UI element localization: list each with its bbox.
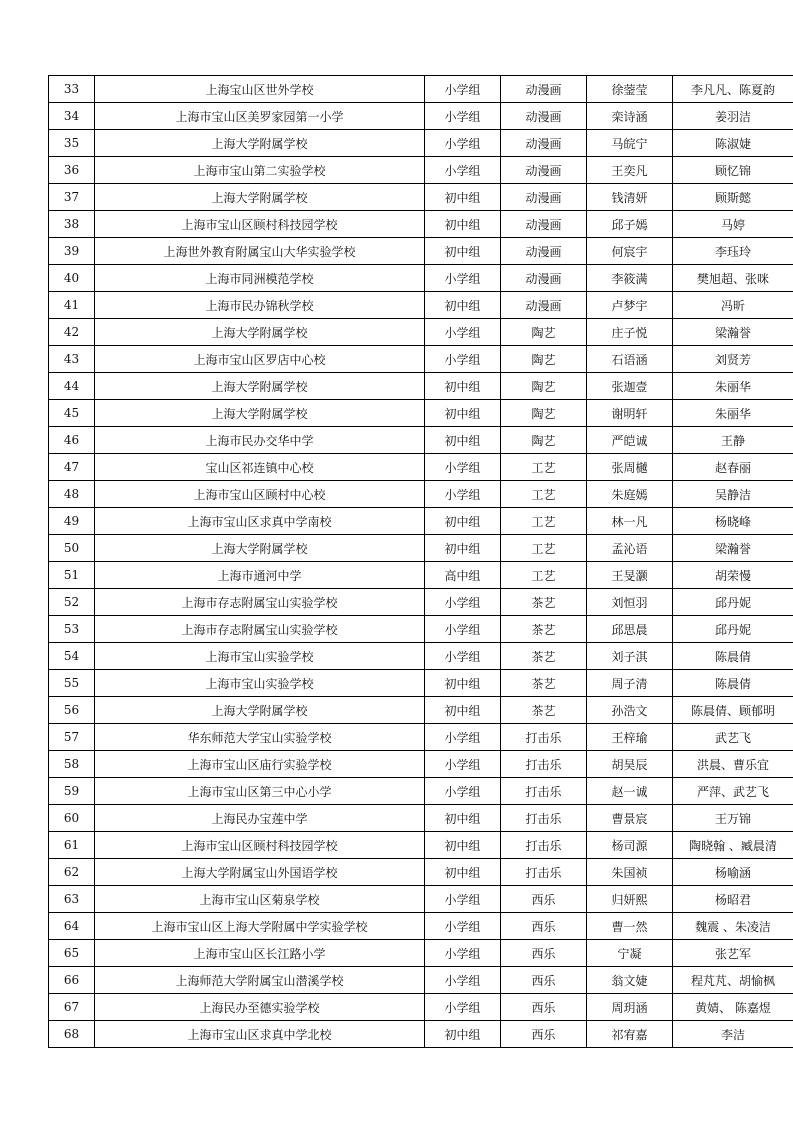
table-row xyxy=(49,859,793,886)
teacher-name-cell: 顾斯懿 xyxy=(673,184,793,211)
student-name-cell: 王奕凡 xyxy=(587,157,673,184)
category-cell: 打击乐 xyxy=(501,724,587,751)
row-number-cell: 62 xyxy=(49,859,95,886)
row-number-cell: 37 xyxy=(49,184,95,211)
teacher-name-cell: 杨喻涵 xyxy=(673,859,793,886)
student-name-cell: 张周樾 xyxy=(587,454,673,481)
table-row xyxy=(49,103,793,130)
group-cell: 小学组 xyxy=(425,319,501,346)
student-name-cell: 孟沁语 xyxy=(587,535,673,562)
student-name-cell: 王梓瑜 xyxy=(587,724,673,751)
student-name-cell: 孙浩文 xyxy=(587,697,673,724)
row-number-cell: 65 xyxy=(49,940,95,967)
category-cell: 工艺 xyxy=(501,562,587,589)
school-name-cell: 上海市通河中学 xyxy=(95,562,425,589)
row-number-cell: 40 xyxy=(49,265,95,292)
teacher-name-cell: 马婷 xyxy=(673,211,793,238)
student-name-cell: 石语涵 xyxy=(587,346,673,373)
teacher-name-cell: 严萍、武艺飞 xyxy=(673,778,793,805)
school-name-cell: 上海市民办锦秋学校 xyxy=(95,292,425,319)
row-number-cell: 49 xyxy=(49,508,95,535)
student-name-cell: 庄子悦 xyxy=(587,319,673,346)
teacher-name-cell: 陈晨倩 xyxy=(673,643,793,670)
row-number-cell: 59 xyxy=(49,778,95,805)
category-cell: 打击乐 xyxy=(501,778,587,805)
student-name-cell: 栾诗涵 xyxy=(587,103,673,130)
student-name-cell: 朱庭嫣 xyxy=(587,481,673,508)
category-cell: 打击乐 xyxy=(501,832,587,859)
student-name-cell: 严皑诚 xyxy=(587,427,673,454)
school-name-cell: 上海大学附属宝山外国语学校 xyxy=(95,859,425,886)
student-name-cell: 徐蓥莹 xyxy=(587,76,673,103)
student-name-cell: 张迦壹 xyxy=(587,373,673,400)
group-cell: 初中组 xyxy=(425,292,501,319)
category-cell: 动漫画 xyxy=(501,157,587,184)
school-name-cell: 上海市宝山区求真中学南校 xyxy=(95,508,425,535)
group-cell: 小学组 xyxy=(425,913,501,940)
category-cell: 动漫画 xyxy=(501,238,587,265)
row-number-cell: 66 xyxy=(49,967,95,994)
student-name-cell: 卢梦宇 xyxy=(587,292,673,319)
group-cell: 初中组 xyxy=(425,211,501,238)
school-name-cell: 上海市存志附属宝山实验学校 xyxy=(95,616,425,643)
school-name-cell: 上海大学附属学校 xyxy=(95,319,425,346)
award-table xyxy=(48,75,793,1048)
teacher-name-cell: 王静 xyxy=(673,427,793,454)
table-row xyxy=(49,157,793,184)
row-number-cell: 36 xyxy=(49,157,95,184)
category-cell: 茶艺 xyxy=(501,643,587,670)
category-cell: 西乐 xyxy=(501,886,587,913)
row-number-cell: 54 xyxy=(49,643,95,670)
award-table-body xyxy=(49,76,793,1048)
school-name-cell: 上海市宝山第二实验学校 xyxy=(95,157,425,184)
table-row xyxy=(49,643,793,670)
category-cell: 动漫画 xyxy=(501,211,587,238)
table-row xyxy=(49,589,793,616)
school-name-cell: 上海市宝山区菊泉学校 xyxy=(95,886,425,913)
group-cell: 高中组 xyxy=(425,562,501,589)
table-row xyxy=(49,238,793,265)
school-name-cell: 上海大学附属学校 xyxy=(95,400,425,427)
teacher-name-cell: 陈晨倩、顾郁明 xyxy=(673,697,793,724)
school-name-cell: 上海市宝山区第三中心小学 xyxy=(95,778,425,805)
group-cell: 小学组 xyxy=(425,454,501,481)
category-cell: 动漫画 xyxy=(501,130,587,157)
row-number-cell: 47 xyxy=(49,454,95,481)
row-number-cell: 34 xyxy=(49,103,95,130)
group-cell: 小学组 xyxy=(425,724,501,751)
row-number-cell: 67 xyxy=(49,994,95,1021)
category-cell: 工艺 xyxy=(501,454,587,481)
school-name-cell: 上海市宝山实验学校 xyxy=(95,643,425,670)
teacher-name-cell: 冯昕 xyxy=(673,292,793,319)
category-cell: 动漫画 xyxy=(501,184,587,211)
group-cell: 初中组 xyxy=(425,1021,501,1048)
table-row xyxy=(49,400,793,427)
table-row xyxy=(49,454,793,481)
table-row xyxy=(49,886,793,913)
table-row xyxy=(49,751,793,778)
school-name-cell: 上海市宝山实验学校 xyxy=(95,670,425,697)
group-cell: 初中组 xyxy=(425,805,501,832)
teacher-name-cell: 姜羽洁 xyxy=(673,103,793,130)
student-name-cell: 钱清妍 xyxy=(587,184,673,211)
teacher-name-cell: 陈淑婕 xyxy=(673,130,793,157)
category-cell: 工艺 xyxy=(501,481,587,508)
table-row xyxy=(49,427,793,454)
teacher-name-cell: 樊旭超、张咪 xyxy=(673,265,793,292)
row-number-cell: 51 xyxy=(49,562,95,589)
row-number-cell: 43 xyxy=(49,346,95,373)
teacher-name-cell: 洪晨、曹乐宜 xyxy=(673,751,793,778)
table-row xyxy=(49,967,793,994)
category-cell: 陶艺 xyxy=(501,373,587,400)
group-cell: 小学组 xyxy=(425,616,501,643)
table-row xyxy=(49,832,793,859)
school-name-cell: 上海大学附属学校 xyxy=(95,535,425,562)
category-cell: 陶艺 xyxy=(501,346,587,373)
table-row xyxy=(49,805,793,832)
teacher-name-cell: 邱丹妮 xyxy=(673,616,793,643)
school-name-cell: 上海民办至德实验学校 xyxy=(95,994,425,1021)
school-name-cell: 上海大学附属学校 xyxy=(95,130,425,157)
student-name-cell: 马皖宁 xyxy=(587,130,673,157)
school-name-cell: 宝山区祁连镇中心校 xyxy=(95,454,425,481)
group-cell: 小学组 xyxy=(425,481,501,508)
table-row xyxy=(49,76,793,103)
school-name-cell: 上海市同洲模范学校 xyxy=(95,265,425,292)
group-cell: 小学组 xyxy=(425,589,501,616)
group-cell: 初中组 xyxy=(425,508,501,535)
student-name-cell: 胡昊辰 xyxy=(587,751,673,778)
group-cell: 初中组 xyxy=(425,373,501,400)
group-cell: 小学组 xyxy=(425,886,501,913)
school-name-cell: 上海大学附属学校 xyxy=(95,184,425,211)
student-name-cell: 何宸宇 xyxy=(587,238,673,265)
table-row xyxy=(49,265,793,292)
student-name-cell: 邱思晨 xyxy=(587,616,673,643)
student-name-cell: 邱子嫣 xyxy=(587,211,673,238)
student-name-cell: 刘子淇 xyxy=(587,643,673,670)
category-cell: 打击乐 xyxy=(501,805,587,832)
row-number-cell: 39 xyxy=(49,238,95,265)
group-cell: 初中组 xyxy=(425,535,501,562)
school-name-cell: 上海市宝山区美罗家园第一小学 xyxy=(95,103,425,130)
student-name-cell: 刘恒羽 xyxy=(587,589,673,616)
school-name-cell: 上海市宝山区上海大学附属中学实验学校 xyxy=(95,913,425,940)
student-name-cell: 赵一诚 xyxy=(587,778,673,805)
category-cell: 动漫画 xyxy=(501,292,587,319)
teacher-name-cell: 王万锦 xyxy=(673,805,793,832)
row-number-cell: 58 xyxy=(49,751,95,778)
teacher-name-cell: 梁瀚誉 xyxy=(673,319,793,346)
category-cell: 陶艺 xyxy=(501,319,587,346)
teacher-name-cell: 吴静洁 xyxy=(673,481,793,508)
group-cell: 小学组 xyxy=(425,751,501,778)
group-cell: 小学组 xyxy=(425,76,501,103)
group-cell: 小学组 xyxy=(425,130,501,157)
row-number-cell: 48 xyxy=(49,481,95,508)
school-name-cell: 上海市宝山区庙行实验学校 xyxy=(95,751,425,778)
category-cell: 西乐 xyxy=(501,940,587,967)
school-name-cell: 上海世外教育附属宝山大华实验学校 xyxy=(95,238,425,265)
student-name-cell: 曹一然 xyxy=(587,913,673,940)
category-cell: 西乐 xyxy=(501,913,587,940)
teacher-name-cell: 李凡凡、陈夏韵 xyxy=(673,76,793,103)
row-number-cell: 42 xyxy=(49,319,95,346)
row-number-cell: 38 xyxy=(49,211,95,238)
table-row xyxy=(49,292,793,319)
group-cell: 小学组 xyxy=(425,157,501,184)
table-row xyxy=(49,562,793,589)
teacher-name-cell: 黄婧、 陈嘉煜 xyxy=(673,994,793,1021)
school-name-cell: 上海大学附属学校 xyxy=(95,373,425,400)
school-name-cell: 上海市宝山区求真中学北校 xyxy=(95,1021,425,1048)
teacher-name-cell: 李珏玲 xyxy=(673,238,793,265)
student-name-cell: 谢明轩 xyxy=(587,400,673,427)
group-cell: 小学组 xyxy=(425,265,501,292)
teacher-name-cell: 陶晓翰 、臧晨清 xyxy=(673,832,793,859)
teacher-name-cell: 顾忆锦 xyxy=(673,157,793,184)
school-name-cell: 上海宝山区世外学校 xyxy=(95,76,425,103)
category-cell: 西乐 xyxy=(501,994,587,1021)
student-name-cell: 王旻灏 xyxy=(587,562,673,589)
table-row xyxy=(49,724,793,751)
group-cell: 初中组 xyxy=(425,400,501,427)
table-row xyxy=(49,184,793,211)
student-name-cell: 翁文婕 xyxy=(587,967,673,994)
category-cell: 茶艺 xyxy=(501,589,587,616)
teacher-name-cell: 梁瀚誉 xyxy=(673,535,793,562)
table-row xyxy=(49,1021,793,1048)
category-cell: 陶艺 xyxy=(501,427,587,454)
category-cell: 动漫画 xyxy=(501,76,587,103)
student-name-cell: 周子清 xyxy=(587,670,673,697)
group-cell: 小学组 xyxy=(425,643,501,670)
row-number-cell: 64 xyxy=(49,913,95,940)
table-row xyxy=(49,697,793,724)
table-row xyxy=(49,913,793,940)
group-cell: 小学组 xyxy=(425,346,501,373)
group-cell: 初中组 xyxy=(425,670,501,697)
row-number-cell: 56 xyxy=(49,697,95,724)
group-cell: 初中组 xyxy=(425,238,501,265)
teacher-name-cell: 武艺飞 xyxy=(673,724,793,751)
school-name-cell: 上海市宝山区顾村科技园学校 xyxy=(95,211,425,238)
group-cell: 初中组 xyxy=(425,832,501,859)
row-number-cell: 68 xyxy=(49,1021,95,1048)
school-name-cell: 上海大学附属学校 xyxy=(95,697,425,724)
student-name-cell: 朱国祯 xyxy=(587,859,673,886)
table-row xyxy=(49,346,793,373)
school-name-cell: 上海师范大学附属宝山潜溪学校 xyxy=(95,967,425,994)
table-row xyxy=(49,211,793,238)
teacher-name-cell: 朱丽华 xyxy=(673,400,793,427)
student-name-cell: 杨司源 xyxy=(587,832,673,859)
row-number-cell: 60 xyxy=(49,805,95,832)
student-name-cell: 林一凡 xyxy=(587,508,673,535)
table-row xyxy=(49,616,793,643)
row-number-cell: 57 xyxy=(49,724,95,751)
row-number-cell: 61 xyxy=(49,832,95,859)
category-cell: 西乐 xyxy=(501,967,587,994)
row-number-cell: 52 xyxy=(49,589,95,616)
school-name-cell: 华东师范大学宝山实验学校 xyxy=(95,724,425,751)
teacher-name-cell: 程芃芃、胡愉枫 xyxy=(673,967,793,994)
student-name-cell: 祁宥嘉 xyxy=(587,1021,673,1048)
group-cell: 小学组 xyxy=(425,994,501,1021)
category-cell: 茶艺 xyxy=(501,697,587,724)
teacher-name-cell: 邱丹妮 xyxy=(673,589,793,616)
row-number-cell: 35 xyxy=(49,130,95,157)
table-row xyxy=(49,994,793,1021)
group-cell: 小学组 xyxy=(425,103,501,130)
category-cell: 动漫画 xyxy=(501,265,587,292)
group-cell: 初中组 xyxy=(425,859,501,886)
school-name-cell: 上海市民办交华中学 xyxy=(95,427,425,454)
school-name-cell: 上海市宝山区顾村科技园学校 xyxy=(95,832,425,859)
teacher-name-cell: 张艺军 xyxy=(673,940,793,967)
table-row xyxy=(49,535,793,562)
teacher-name-cell: 刘贤芳 xyxy=(673,346,793,373)
student-name-cell: 宁凝 xyxy=(587,940,673,967)
group-cell: 初中组 xyxy=(425,697,501,724)
row-number-cell: 33 xyxy=(49,76,95,103)
school-name-cell: 上海市宝山区罗店中心校 xyxy=(95,346,425,373)
table-row xyxy=(49,319,793,346)
table-row xyxy=(49,670,793,697)
category-cell: 打击乐 xyxy=(501,751,587,778)
student-name-cell: 曹景宸 xyxy=(587,805,673,832)
teacher-name-cell: 杨晓峰 xyxy=(673,508,793,535)
group-cell: 初中组 xyxy=(425,427,501,454)
category-cell: 茶艺 xyxy=(501,616,587,643)
row-number-cell: 55 xyxy=(49,670,95,697)
group-cell: 小学组 xyxy=(425,967,501,994)
category-cell: 西乐 xyxy=(501,1021,587,1048)
row-number-cell: 45 xyxy=(49,400,95,427)
group-cell: 小学组 xyxy=(425,940,501,967)
teacher-name-cell: 李洁 xyxy=(673,1021,793,1048)
table-row xyxy=(49,481,793,508)
table-row xyxy=(49,373,793,400)
group-cell: 初中组 xyxy=(425,184,501,211)
table-row xyxy=(49,778,793,805)
teacher-name-cell: 朱丽华 xyxy=(673,373,793,400)
teacher-name-cell: 胡荣慢 xyxy=(673,562,793,589)
category-cell: 茶艺 xyxy=(501,670,587,697)
row-number-cell: 44 xyxy=(49,373,95,400)
school-name-cell: 上海民办宝莲中学 xyxy=(95,805,425,832)
group-cell: 小学组 xyxy=(425,778,501,805)
teacher-name-cell: 魏震 、朱凌洁 xyxy=(673,913,793,940)
student-name-cell: 归妍熙 xyxy=(587,886,673,913)
category-cell: 工艺 xyxy=(501,508,587,535)
table-row xyxy=(49,130,793,157)
row-number-cell: 53 xyxy=(49,616,95,643)
category-cell: 陶艺 xyxy=(501,400,587,427)
school-name-cell: 上海市存志附属宝山实验学校 xyxy=(95,589,425,616)
teacher-name-cell: 杨昭君 xyxy=(673,886,793,913)
school-name-cell: 上海市宝山区长江路小学 xyxy=(95,940,425,967)
teacher-name-cell: 陈晨倩 xyxy=(673,670,793,697)
category-cell: 动漫画 xyxy=(501,103,587,130)
category-cell: 打击乐 xyxy=(501,859,587,886)
student-name-cell: 周玥涵 xyxy=(587,994,673,1021)
category-cell: 工艺 xyxy=(501,535,587,562)
row-number-cell: 50 xyxy=(49,535,95,562)
row-number-cell: 41 xyxy=(49,292,95,319)
table-row xyxy=(49,508,793,535)
teacher-name-cell: 赵春丽 xyxy=(673,454,793,481)
school-name-cell: 上海市宝山区顾村中心校 xyxy=(95,481,425,508)
row-number-cell: 63 xyxy=(49,886,95,913)
student-name-cell: 李筱满 xyxy=(587,265,673,292)
row-number-cell: 46 xyxy=(49,427,95,454)
table-row xyxy=(49,940,793,967)
